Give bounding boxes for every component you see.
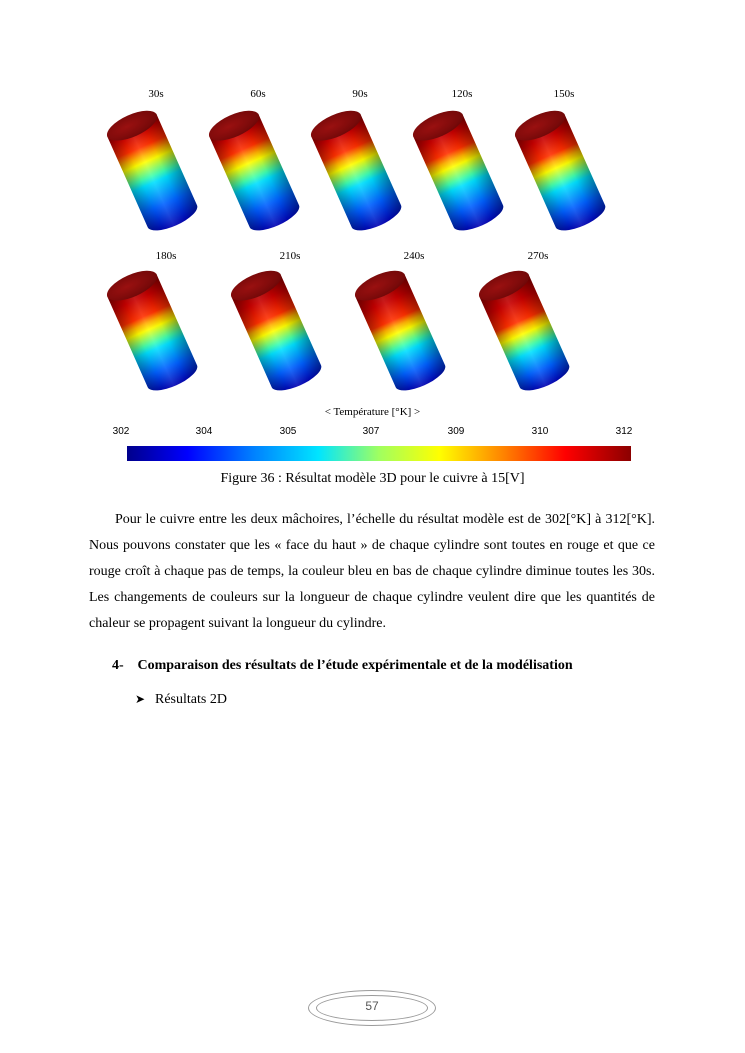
paragraph-text: Pour le cuivre entre les deux mâchoires, l’échelle du résultat modèle est de 302[°K] à 312[°K]. Nous pouvons constater que les « face du haut » de chaque cylindre sont toutes en rouge et que ce rouge croît à chaque pas de temps, la couleur bleu en bas de chaque cylindre diminue toutes les 30s. Les changements de couleurs sur la longueur de chaque cylindre veulent dire que les quantités de chaleur se propagent suivant la longueur du cylindre. (89, 512, 655, 631)
arrow-bullet-icon: ➤ (135, 692, 146, 706)
cylinder (227, 265, 329, 406)
body-paragraph (89, 507, 655, 637)
cylinder (307, 105, 409, 246)
cylinder (103, 105, 205, 246)
time-label: 270s (527, 250, 549, 262)
time-label: 60s (250, 88, 266, 100)
cylinder (409, 105, 511, 246)
scale-tick: 312 (615, 426, 633, 437)
section-heading (112, 658, 573, 674)
time-label: 180s (155, 250, 177, 262)
time-label: 120s (451, 88, 473, 100)
bullet-text: Résultats 2D (155, 692, 227, 707)
scale-tick: 302 (112, 426, 130, 437)
time-label: 30s (148, 88, 164, 100)
figure-caption: Figure 36 : Résultat modèle 3D pour le cuivre à 15[V] (220, 471, 525, 486)
cylinder (205, 105, 307, 246)
time-label: 210s (279, 250, 301, 262)
time-label: 90s (352, 88, 368, 100)
scale-tick: 310 (531, 426, 549, 437)
time-label: 150s (553, 88, 575, 100)
cylinder (475, 265, 577, 406)
temperature-figure (100, 80, 645, 465)
scale-tick: 304 (195, 426, 213, 437)
scale-tick: 307 (362, 426, 380, 437)
scale-tick: 309 (447, 426, 465, 437)
scale-tick: 305 (279, 426, 297, 437)
page-number: 57 (365, 999, 379, 1013)
time-label: 240s (403, 250, 425, 262)
scale-title: < Température [°K] > (324, 406, 421, 418)
section-title: Comparaison des résultats de l’étude expérimentale et de la modélisation (137, 658, 573, 673)
page-number-badge (308, 990, 436, 1026)
colorbar (127, 446, 631, 461)
cylinder (511, 105, 613, 246)
cylinder (103, 265, 205, 406)
section-number: 4- (112, 658, 124, 673)
cylinder (351, 265, 453, 406)
bullet-item (135, 692, 227, 708)
